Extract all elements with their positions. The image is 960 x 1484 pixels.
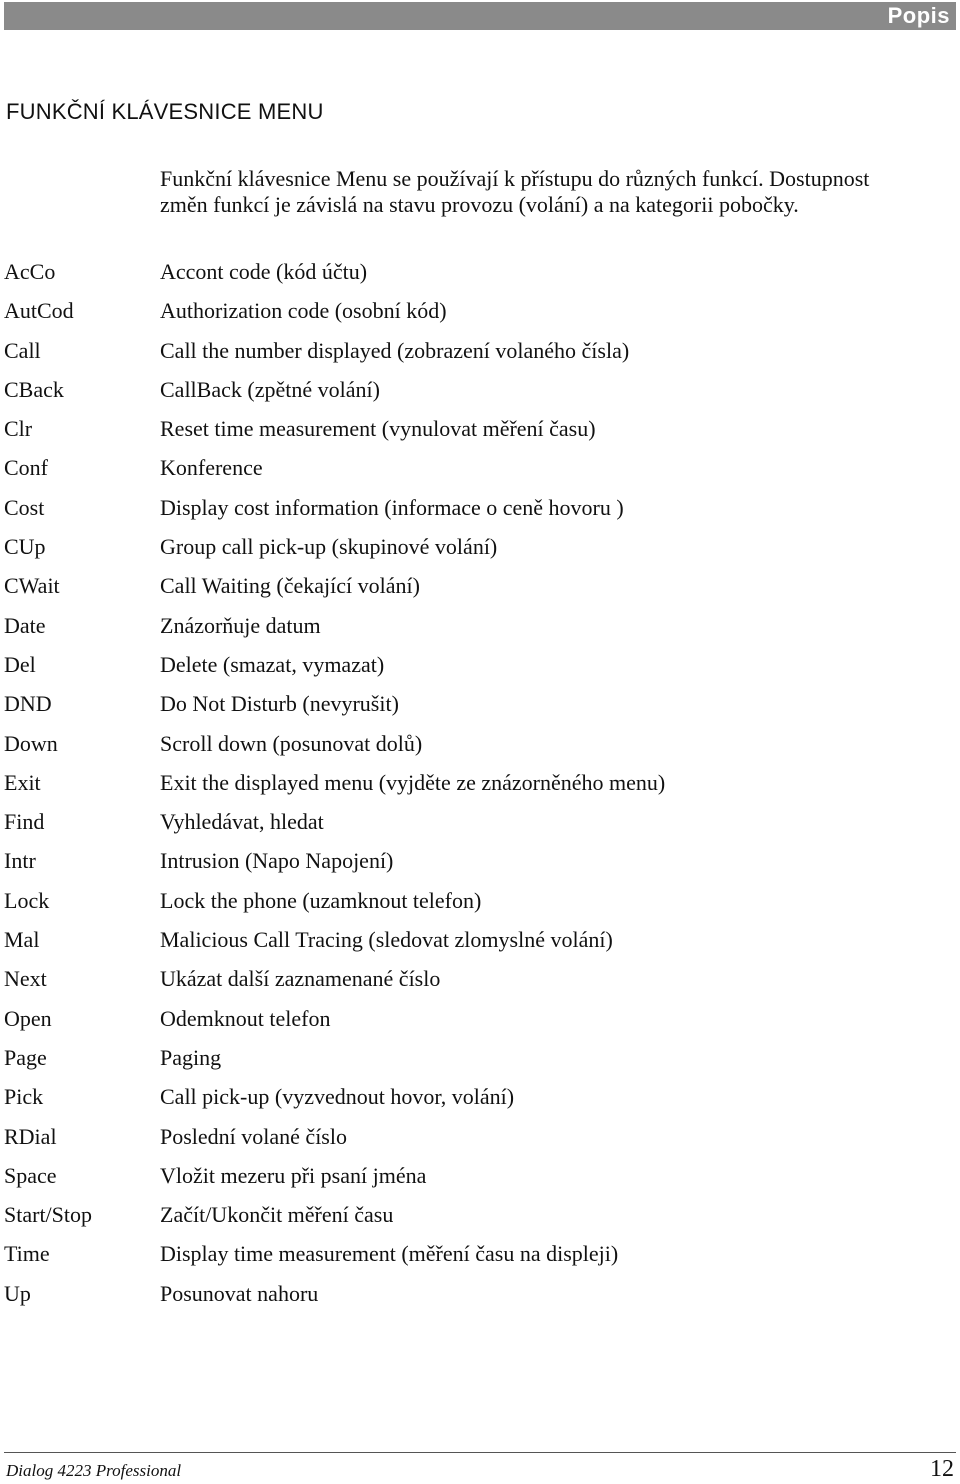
key-row <box>0 527 960 566</box>
key-name: Cost <box>4 494 45 520</box>
key-description: Posunovat nahoru <box>160 1280 319 1306</box>
key-row <box>0 1274 960 1313</box>
key-row <box>0 448 960 487</box>
key-name: Lock <box>4 887 50 913</box>
key-name: AutCod <box>4 298 74 324</box>
key-row <box>0 488 960 527</box>
key-row <box>0 645 960 684</box>
key-row <box>0 959 960 998</box>
key-name: Del <box>4 651 36 677</box>
key-name: Next <box>4 966 47 992</box>
key-description: Authorization code (osobní kód) <box>160 298 447 324</box>
key-row <box>0 1156 960 1195</box>
key-row <box>0 724 960 763</box>
key-description: Do Not Disturb (nevyrušit) <box>160 691 399 717</box>
intro-paragraph: Funkční klávesnice Menu se používají k přístupu do různých funkcí. Dostupnost změn funkcí je závislá na stavu provozu (volání) a na kategorii pobočky. <box>160 166 870 217</box>
key-name: RDial <box>4 1123 57 1149</box>
key-row <box>0 684 960 723</box>
key-name: CWait <box>4 573 60 599</box>
key-row <box>0 802 960 841</box>
key-description: Začít/Ukončit měření času <box>160 1202 394 1228</box>
section-label: Popis <box>887 3 950 28</box>
key-name: Pick <box>4 1084 44 1110</box>
key-name: Start/Stop <box>4 1202 93 1228</box>
key-description: Malicious Call Tracing (sledovat zlomyslné volání) <box>160 927 613 953</box>
key-description: Vyhledávat, hledat <box>160 809 324 835</box>
key-row <box>0 331 960 370</box>
key-row <box>0 1038 960 1077</box>
key-row <box>0 763 960 802</box>
key-name: Open <box>4 1005 52 1031</box>
key-name: Conf <box>4 455 48 481</box>
key-description: Call Waiting (čekající volání) <box>160 573 420 599</box>
key-description: Exit the displayed menu (vyjděte ze znázorněného menu) <box>160 769 666 795</box>
key-row <box>0 291 960 330</box>
footer-product-name: Dialog 4223 Professional <box>6 1461 182 1480</box>
key-row <box>0 1077 960 1116</box>
key-description: Scroll down (posunovat dolů) <box>160 730 423 756</box>
key-name: Intr <box>4 848 36 874</box>
key-name: Clr <box>4 416 33 442</box>
key-name: Mal <box>4 927 40 953</box>
key-description: Znázorňuje datum <box>160 612 321 638</box>
key-name: Page <box>4 1044 47 1070</box>
key-row <box>0 1195 960 1234</box>
key-description: Odemknout telefon <box>160 1005 331 1031</box>
key-name: CUp <box>4 534 46 560</box>
key-description: Intrusion (Napo Napojení) <box>160 848 394 874</box>
function-key-list <box>0 252 960 1313</box>
key-row <box>0 999 960 1038</box>
key-name: Space <box>4 1162 57 1188</box>
key-row <box>0 881 960 920</box>
key-name: CBack <box>4 376 64 402</box>
key-description: Display time measurement (měření času na displeji) <box>160 1241 619 1267</box>
header-bar <box>4 2 956 30</box>
key-row <box>0 409 960 448</box>
footer-divider <box>4 1452 956 1453</box>
key-description: Call the number displayed (zobrazení volaného čísla) <box>160 337 630 363</box>
page-title: FUNKČNÍ KLÁVESNICE MENU <box>6 98 324 124</box>
key-row <box>0 920 960 959</box>
key-row <box>0 1234 960 1273</box>
key-description: Paging <box>160 1044 222 1070</box>
key-row <box>0 370 960 409</box>
key-description: Group call pick-up (skupinové volání) <box>160 534 498 560</box>
key-row <box>0 841 960 880</box>
key-description: Display cost information (informace o ceně hovoru ) <box>160 494 624 520</box>
key-description: Delete (smazat, vymazat) <box>160 651 385 677</box>
key-description: Poslední volané číslo <box>160 1123 347 1149</box>
key-name: AcCo <box>4 259 56 284</box>
key-description: Reset time measurement (vynulovat měření času) <box>160 416 596 442</box>
key-name: Date <box>4 612 46 638</box>
key-name: Time <box>4 1241 50 1267</box>
key-row <box>0 252 960 291</box>
key-row <box>0 606 960 645</box>
key-description: Ukázat další zaznamenané číslo <box>160 966 441 992</box>
key-row <box>0 1117 960 1156</box>
key-description: Call pick-up (vyzvednout hovor, volání) <box>160 1084 515 1110</box>
key-description: Konference <box>160 455 263 481</box>
page-number: 12 <box>930 1456 954 1482</box>
key-row <box>0 566 960 605</box>
key-name: Up <box>4 1280 31 1306</box>
key-name: DND <box>4 691 52 717</box>
key-description: Lock the phone (uzamknout telefon) <box>160 887 482 913</box>
key-name: Find <box>4 809 45 835</box>
key-name: Exit <box>4 769 41 795</box>
key-description: CallBack (zpětné volání) <box>160 376 380 402</box>
key-name: Call <box>4 337 41 363</box>
key-description: Accont code (kód účtu) <box>160 259 368 284</box>
key-description: Vložit mezeru při psaní jména <box>160 1162 427 1188</box>
key-name: Down <box>4 730 58 756</box>
